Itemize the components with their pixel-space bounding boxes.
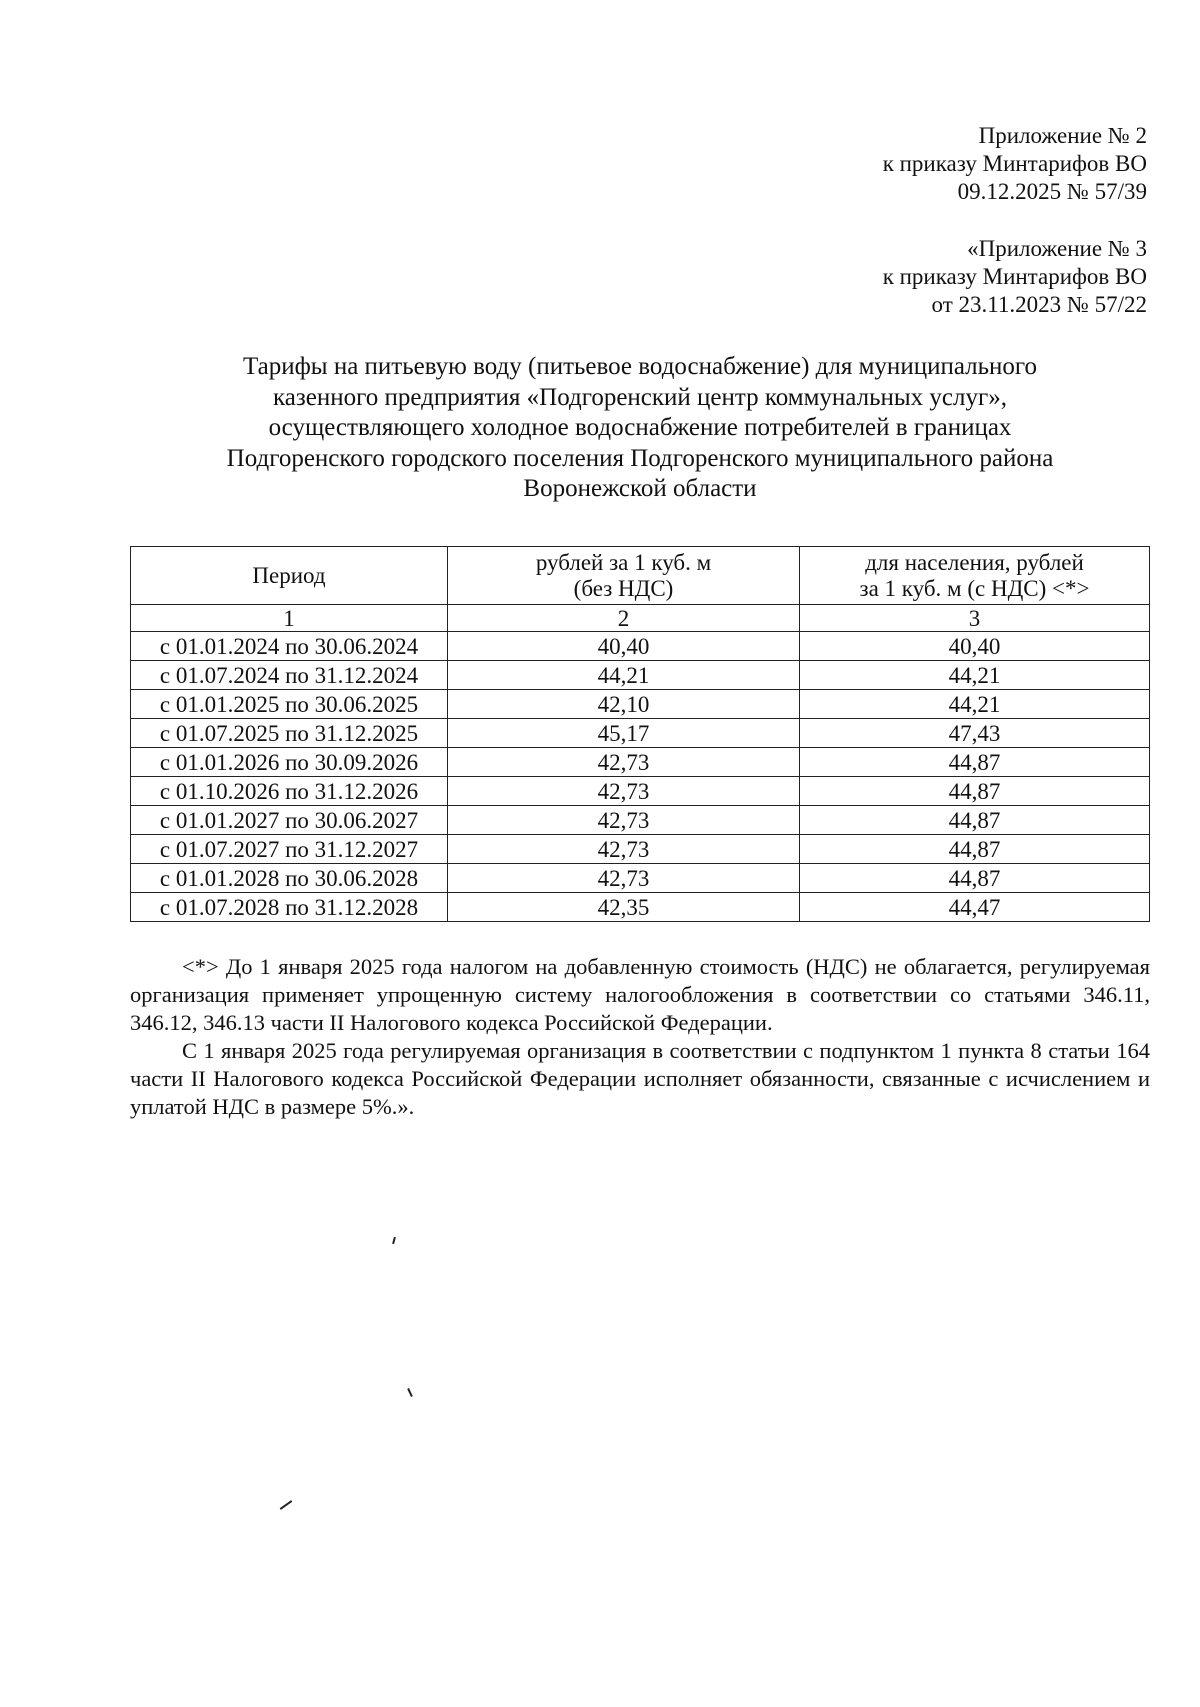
table-row bbox=[131, 893, 1150, 922]
period-cell: с 01.07.2024 по 31.12.2024 bbox=[131, 661, 448, 690]
price-population-cell: 44,87 bbox=[800, 777, 1150, 806]
price-no-vat-cell: 42,73 bbox=[448, 806, 800, 835]
appendix-current-block bbox=[883, 122, 1147, 206]
footnote-vat-obligation: С 1 января 2025 года регулируемая организация в соответствии с подпунктом 1 пункта 8 статьи 164 части II Налогового кодекса Российской Федерации исполняет обязанности, связанные с исчислением и уплатой НДС в размере 5%.». bbox=[130, 1038, 1150, 1119]
period-cell: с 01.07.2028 по 31.12.2028 bbox=[131, 893, 448, 922]
table-header-row bbox=[131, 547, 1150, 605]
title-line: Тарифы на питьевую воду (питьевое водоснабжение) для муниципального bbox=[242, 353, 1038, 380]
table-row bbox=[131, 777, 1150, 806]
period-cell: с 01.01.2026 по 30.09.2026 bbox=[131, 748, 448, 777]
column-number: 2 bbox=[448, 605, 800, 632]
column-number-row bbox=[131, 605, 1150, 632]
header-line: за 1 куб. м (с НДС) <*> bbox=[859, 575, 1090, 601]
header-price-no-vat bbox=[448, 547, 800, 605]
header-period bbox=[131, 547, 448, 605]
period-cell: с 01.07.2027 по 31.12.2027 bbox=[131, 835, 448, 864]
price-no-vat-cell: 42,73 bbox=[448, 864, 800, 893]
title-line: Воронежской области bbox=[523, 475, 757, 502]
footnotes bbox=[130, 953, 1150, 1121]
price-population-cell: 40,40 bbox=[800, 632, 1150, 661]
price-population-cell: 44,21 bbox=[800, 690, 1150, 719]
title-line: осуществляющего холодное водоснабжение потребителей в границах bbox=[268, 414, 1012, 441]
price-population-cell: 44,87 bbox=[800, 806, 1150, 835]
footnote-vat-exemption: <*> До 1 января 2025 года налогом на добавленную стоимость (НДС) не облагается, регулируемая организация применяет упрощенную систему налогообложения в соответствии со статьями 346.11, 346.12, 346.13 части II Налогового кодекса Российской Федерации. bbox=[130, 954, 1150, 1035]
period-cell: с 01.01.2027 по 30.06.2027 bbox=[131, 806, 448, 835]
title-line: казенного предприятия «Подгоренский центр коммунальных услуг», bbox=[272, 383, 1007, 411]
appendix-original-block bbox=[883, 235, 1147, 319]
period-cell: с 01.07.2025 по 31.12.2025 bbox=[131, 719, 448, 748]
price-no-vat-cell: 42,73 bbox=[448, 835, 800, 864]
header-line: (без НДС) bbox=[573, 575, 674, 601]
period-cell: с 01.01.2025 по 30.06.2025 bbox=[131, 690, 448, 719]
price-no-vat-cell: 40,40 bbox=[448, 632, 800, 661]
appendix-current-line: к приказу Минтарифов ВО bbox=[882, 151, 1147, 176]
header-line: Период bbox=[252, 562, 326, 588]
table-row bbox=[131, 748, 1150, 777]
price-no-vat-cell: 44,21 bbox=[448, 661, 800, 690]
table-row bbox=[131, 661, 1150, 690]
title-line: Подгоренского городского поселения Подгоренского муниципального района bbox=[226, 444, 1054, 472]
table-row bbox=[131, 690, 1150, 719]
header-line: для населения, рублей bbox=[865, 549, 1084, 575]
price-population-cell: 44,87 bbox=[800, 835, 1150, 864]
price-population-cell: 44,21 bbox=[800, 661, 1150, 690]
table-row bbox=[131, 806, 1150, 835]
price-population-cell: 44,47 bbox=[800, 893, 1150, 922]
appendix-current-line: 09.12.2025 № 57/39 bbox=[957, 179, 1147, 204]
table-row bbox=[131, 864, 1150, 893]
table-row bbox=[131, 835, 1150, 864]
document-title bbox=[130, 352, 1150, 505]
appendix-original-line: от 23.11.2023 № 57/22 bbox=[931, 292, 1147, 317]
tariffs-table bbox=[130, 546, 1150, 922]
period-cell: с 01.01.2028 по 30.06.2028 bbox=[131, 864, 448, 893]
appendix-original-line: к приказу Минтарифов ВО bbox=[882, 264, 1147, 289]
period-cell: с 01.01.2024 по 30.06.2024 bbox=[131, 632, 448, 661]
scan-speck bbox=[407, 1388, 413, 1397]
table-body bbox=[131, 605, 1150, 922]
price-population-cell: 44,87 bbox=[800, 864, 1150, 893]
appendix-current-line: Приложение № 2 bbox=[978, 123, 1147, 148]
column-number: 1 bbox=[131, 605, 448, 632]
price-no-vat-cell: 42,73 bbox=[448, 748, 800, 777]
header-price-population bbox=[800, 547, 1150, 605]
column-number: 3 bbox=[800, 605, 1150, 632]
scan-speck bbox=[392, 1237, 396, 1244]
price-no-vat-cell: 42,10 bbox=[448, 690, 800, 719]
scan-speck bbox=[280, 1500, 293, 1510]
price-no-vat-cell: 42,35 bbox=[448, 893, 800, 922]
header-line: рублей за 1 куб. м bbox=[535, 549, 712, 575]
price-no-vat-cell: 42,73 bbox=[448, 777, 800, 806]
period-cell: с 01.10.2026 по 31.12.2026 bbox=[131, 777, 448, 806]
price-population-cell: 44,87 bbox=[800, 748, 1150, 777]
table-row bbox=[131, 632, 1150, 661]
price-population-cell: 47,43 bbox=[800, 719, 1150, 748]
table-row bbox=[131, 719, 1150, 748]
price-no-vat-cell: 45,17 bbox=[448, 719, 800, 748]
appendix-original-line: «Приложение № 3 bbox=[967, 236, 1147, 261]
